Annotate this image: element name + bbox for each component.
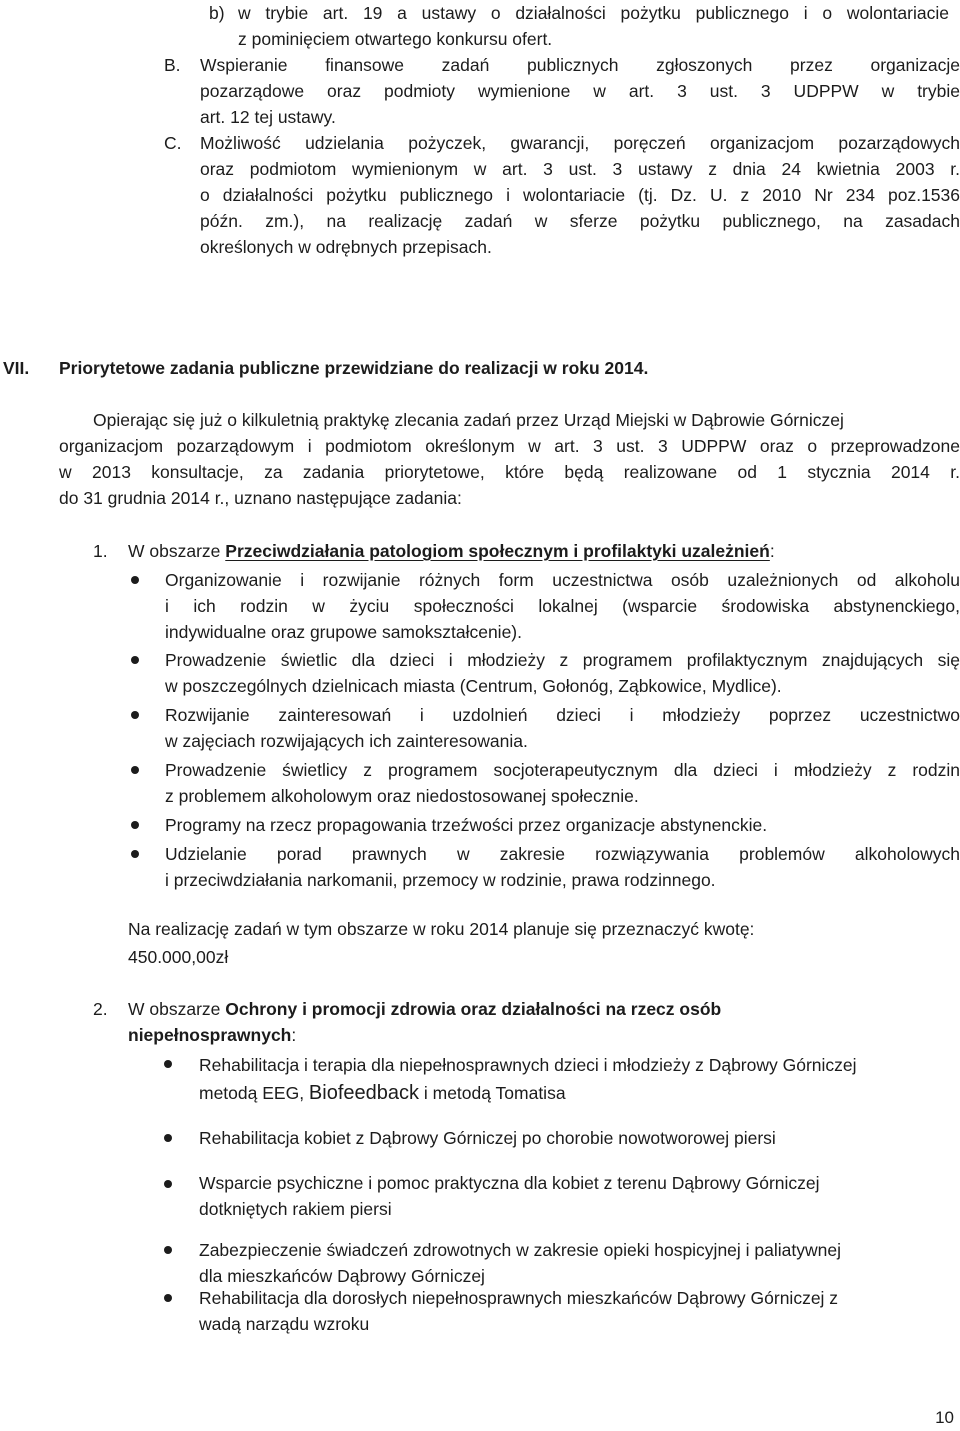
list-item-line: Rehabilitacja i terapia dla niepełnosprawnych dzieci i młodzieży z Dąbrowy Górniczej (199, 1055, 857, 1075)
item-b-text (238, 0, 949, 52)
bullet-icon (164, 1246, 172, 1254)
bullet-icon (164, 1294, 172, 1302)
list-item-line: Wsparcie psychiczne i pomoc praktyczna dla kobiet z terenu Dąbrowy Górniczej (199, 1173, 820, 1193)
list-item-line: Rozwijanie zainteresowań i uzdolnień dzieci i młodzieży poprzez uczestnictwo (165, 705, 960, 725)
page-number: 10 (935, 1408, 954, 1427)
list-item (199, 1285, 960, 1337)
list-item-line: Zabezpieczenie świadczeń zdrowotnych w zakresie opieki hospicyjnej i paliatywnej (199, 1240, 841, 1260)
list-item-line: z problemem alkoholowym oraz niedostosowanej społecznie. (165, 786, 639, 806)
item-b-line: w trybie art. 19 a ustawy o działalności pożytku publicznego i o wolontariacie (238, 3, 949, 23)
list-item-line: w zajęciach rozwijających ich zainteresowania. (165, 731, 528, 751)
intro-line: organizacjom pozarządowym i podmiotom określonym w art. 3 ust. 3 UDPPW oraz o przeprowadzone (59, 436, 960, 456)
intro-line: w 2013 konsultacje, za zadania priorytetowe, które będą realizowane od 1 stycznia 2014 r. (59, 462, 960, 482)
item-b-line: z pominięciem otwartego konkursu ofert. (238, 29, 553, 49)
item-B-line: art. 12 tej ustawy. (200, 107, 336, 127)
list-item-line (199, 1079, 960, 1107)
bullet-icon (164, 1180, 172, 1188)
area-1-prefix: W obszarze (128, 541, 221, 561)
list-item-line: Prowadzenie świetlicy z programem socjoterapeutycznym dla dzieci i młodzieży z rodzin (165, 760, 960, 780)
list-item-line: Organizowanie i rozwijanie różnych form uczestnictwa osób uzależnionych od alkoholu (165, 570, 960, 590)
area-2-name-cont: niepełnosprawnych (128, 1025, 292, 1045)
area-2-name: Ochrony i promocji zdrowia oraz działalności na rzecz osób (225, 999, 722, 1019)
bullet-icon (164, 1060, 172, 1068)
list-item-line: Prowadzenie świetlic dla dzieci i młodzieży z programem profilaktycznym znajdujących się (165, 650, 960, 670)
list-item (165, 757, 960, 809)
list-item (199, 1237, 960, 1289)
funding-amount: 450.000,00zł (128, 947, 229, 967)
item-C-marker: C. (164, 133, 182, 153)
bullet-icon (131, 576, 139, 584)
list-item-line: i przeciwdziałania narkomanii, przemocy w rodzinie, prawa rodzinnego. (165, 870, 716, 890)
list-item-line: Udzielanie porad prawnych w zakresie rozwiązywania problemów alkoholowych (165, 844, 960, 864)
area-1-heading (128, 538, 775, 564)
area-2-heading-cont (128, 1022, 296, 1048)
item-C-line: Możliwość udzielania pożyczek, gwarancji, poręczeń organizacjom pozarządowych (200, 133, 960, 153)
section-number: VII. (3, 358, 30, 378)
item-B-line: pozarządowe oraz podmioty wymienione w art. 3 ust. 3 UDPPW w trybie (200, 81, 960, 101)
list-item (199, 1051, 960, 1107)
item-C-text (200, 130, 960, 260)
list-item-text: Biofeedback (308, 1082, 419, 1104)
funding-text: Na realizację zadań w tym obszarze w roku 2014 planuje się przeznaczyć kwotę: (128, 919, 755, 939)
item-B-text (200, 52, 960, 130)
bullet-icon (131, 850, 139, 858)
list-item-line: w poszczególnych dzielnicach miasta (Centrum, Gołonóg, Ząbkowice, Mydlice). (165, 676, 782, 696)
list-item (165, 841, 960, 893)
intro-line: Opierając się już o kilkuletnią praktykę zlecania zadań przez Urząd Miejski w Dąbrowie Górniczej (93, 410, 844, 430)
list-item-line: Programy na rzecz propagowania trzeźwości przez organizacje abstynenckie. (165, 815, 768, 835)
item-C-line: późn. zm.), na realizację zadań w sferze pożytku publicznego, na zasadach (200, 211, 960, 231)
area-2-prefix: W obszarze (128, 999, 221, 1019)
item-B-line: Wspieranie finansowe zadań publicznych zgłoszonych przez organizacje (200, 55, 960, 75)
item-b-marker: b) (209, 3, 225, 23)
list-item (165, 812, 960, 838)
area-1-number: 1. (93, 541, 108, 561)
intro-line: do 31 grudnia 2014 r., uznano następujące zadania: (59, 488, 462, 508)
item-C-line: o działalności pożytku publicznego i wolontariacie (tj. Dz. U. z 2010 Nr 234 poz.1536 (200, 185, 960, 205)
list-item-line: dotkniętych rakiem piersi (199, 1199, 392, 1219)
bullet-icon (131, 821, 139, 829)
list-item (165, 647, 960, 699)
list-item-line: dla mieszkańców Dąbrowy Górniczej (199, 1266, 485, 1286)
area-1-name: Przeciwdziałania patologiom społecznym i profilaktyki uzależnień (225, 541, 770, 561)
item-B-marker: B. (164, 55, 181, 75)
bullet-icon (131, 711, 139, 719)
list-item-line: i ich rodzin w życiu społeczności lokalnej (wsparcie środowiska abstynenckiego, (165, 596, 960, 616)
list-item (199, 1125, 960, 1151)
area-2-heading (128, 996, 721, 1022)
section-title: Priorytetowe zadania publiczne przewidziane do realizacji w roku 2014. (59, 358, 649, 378)
area-1-suffix: : (769, 541, 775, 561)
list-item-text: metodą EEG, (199, 1083, 309, 1103)
bullet-icon (131, 766, 139, 774)
bullet-icon (164, 1134, 172, 1142)
item-C-line: określonych w odrębnych przepisach. (200, 237, 492, 257)
area-2-number: 2. (93, 999, 108, 1019)
intro-paragraph (59, 407, 960, 511)
list-item-line: Rehabilitacja dla dorosłych niepełnosprawnych mieszkańców Dąbrowy Górniczej z (199, 1288, 839, 1308)
area-2-suffix: : (291, 1025, 297, 1045)
list-item-line: wadą narządu wzroku (199, 1314, 370, 1334)
list-item (165, 567, 960, 645)
bullet-icon (131, 656, 139, 664)
list-item (165, 702, 960, 754)
item-C-line: oraz podmiotom wymienionym w art. 3 ust. 3 ustawy z dnia 24 kwietnia 2003 r. (200, 159, 960, 179)
list-item-line: indywidualne oraz grupowe samokształcenie). (165, 622, 522, 642)
list-item-line: Rehabilitacja kobiet z Dąbrowy Górniczej po chorobie nowotworowej piersi (199, 1128, 776, 1148)
list-item (199, 1170, 960, 1222)
list-item-text: i metodą Tomatisa (419, 1083, 566, 1103)
